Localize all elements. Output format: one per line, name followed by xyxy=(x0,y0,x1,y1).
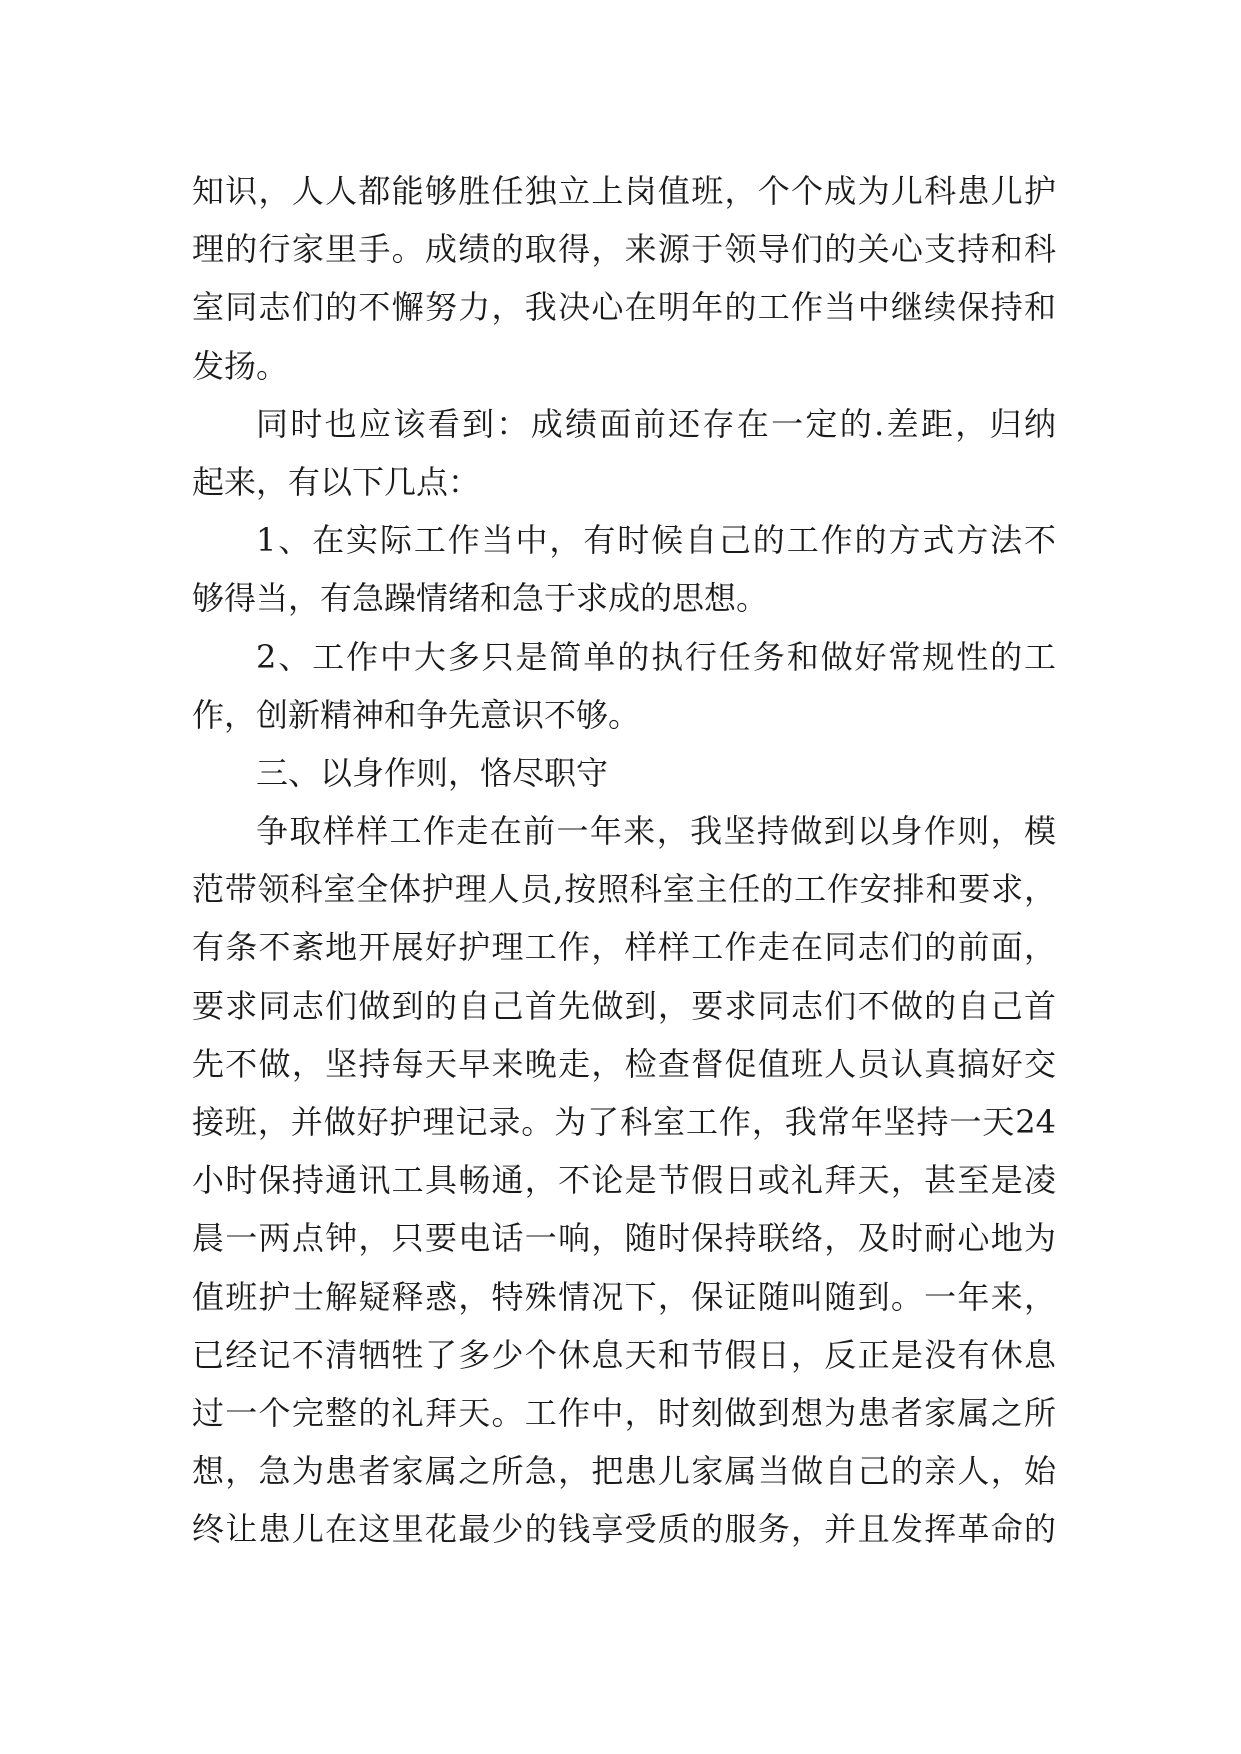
text-line: 先不做，坚持每天早来晚走，检查督促值班人员认真搞好交 xyxy=(192,1044,1056,1083)
text-line: 争取样样工作走在前一年来，我坚持做到以身作则，模 xyxy=(256,812,1056,851)
text-line: 2、工作中大多只是简单的执行任务和做好常规性的工 xyxy=(256,637,1056,676)
text-line: 已经记不清牺牲了多少个休息天和节假日，反正是没有休息 xyxy=(192,1335,1056,1374)
text-line: 三、以身作则，恪尽职守 xyxy=(256,753,609,792)
text-line: 室同志们的不懈努力，我决心在明年的工作当中继续保持和 xyxy=(192,288,1056,327)
text-line: 1、在实际工作当中，有时候自己的工作的方式方法不 xyxy=(256,521,1056,560)
text-line: 接班，并做好护理记录。为了科室工作，我常年坚持一天24 xyxy=(192,1103,1056,1141)
text-line: 小时保持通讯工具畅通，不论是节假日或礼拜天，甚至是凌 xyxy=(192,1161,1056,1200)
text-line: 知识，人人都能够胜任独立上岗值班，个个成为儿科患儿护 xyxy=(192,172,1056,210)
text-line: 范带领科室全体护理人员,按照科室主任的工作安排和要求， xyxy=(192,870,1056,909)
text-line: 值班护士解疑释惑，特殊情况下，保证随叫随到。一年来， xyxy=(192,1277,1056,1316)
text-line: 理的行家里手。成绩的取得，来源于领导们的关心支持和科 xyxy=(192,230,1056,269)
text-line: 起来，有以下几点： xyxy=(192,462,481,501)
text-line: 要求同志们做到的自己首先做到，要求同志们不做的自己首 xyxy=(192,986,1056,1025)
body-text xyxy=(192,162,1056,1559)
text-line: 有条不紊地开展好护理工作，样样工作走在同志们的前面， xyxy=(192,928,1056,967)
text-line: 过一个完整的礼拜天。工作中，时刻做到想为患者家属之所 xyxy=(192,1393,1056,1432)
text-line: 发扬。 xyxy=(192,346,289,385)
text-line: 晨一两点钟，只要电话一响，随时保持联络，及时耐心地为 xyxy=(192,1219,1056,1258)
text-line: 终让患儿在这里花最少的钱享受质的服务，并且发挥革命的 xyxy=(192,1510,1056,1549)
text-line: 想，急为患者家属之所急，把患儿家属当做自己的亲人，始 xyxy=(192,1452,1056,1491)
text-line: 够得当，有急躁情绪和急于求成的思想。 xyxy=(192,579,769,618)
text-line: 作，创新精神和争先意识不够。 xyxy=(192,695,641,734)
text-line: 同时也应该看到：成绩面前还存在一定的.差距，归纳 xyxy=(256,404,1056,443)
